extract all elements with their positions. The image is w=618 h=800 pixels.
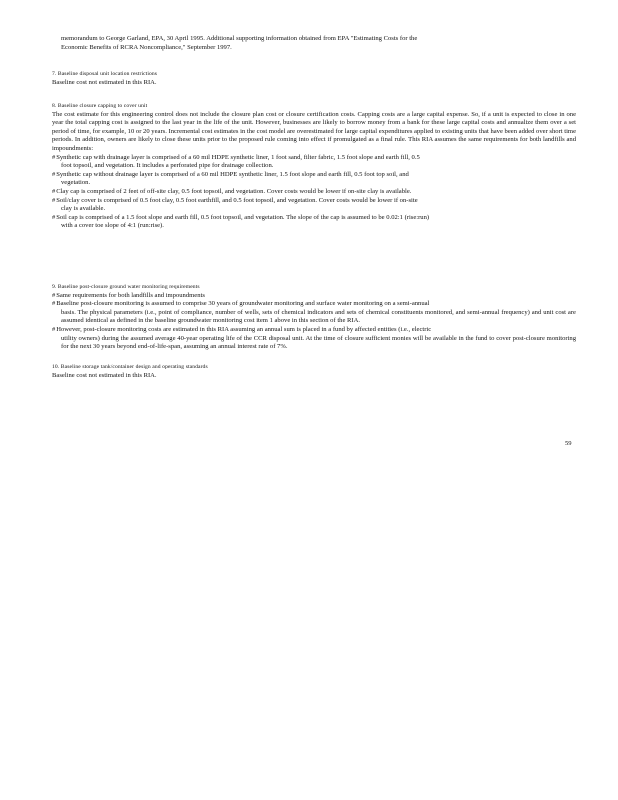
bullet-text: Soil cap is comprised of a 1.5 foot slope and earth fill, 0.5 foot topsoil, and vegetation. The slope of the cap is assumed to be 0.02:1 (rise:run) xyxy=(56,213,430,221)
bullet-marker-icon: # xyxy=(52,291,56,299)
bullet-item xyxy=(52,197,576,214)
intro-line-2: Economic Benefits of RCRA Noncompliance," September 1997. xyxy=(61,43,232,51)
bullet-item xyxy=(52,326,576,352)
bullet-marker-icon: # xyxy=(52,213,56,221)
bullet-marker-icon: # xyxy=(52,153,56,161)
section-7-heading: 7. Baseline disposal unit location restrictions xyxy=(52,71,158,77)
bullet-item xyxy=(52,188,576,197)
bullet-text: Synthetic cap with drainage layer is comprised of a 60 mil HDPE synthetic liner, 1 foot sand, filter fabric, 1.5 foot slope and earth fill, 0.5 xyxy=(56,153,420,161)
bullet-continuation: basis. The physical parameters (i.e., point of compliance, number of wells, sets of chemical indicators and sets of chemical constituents monitored, and semi-annual frequency) and unit cost are assumed identical as defined in the baseline groundwater monitoring cost item 1 above in this section of the RIA. xyxy=(61,308,576,325)
section-10-heading: 10. Baseline storage tank/container design and operating standards xyxy=(52,364,208,370)
bullet-continuation: clay is available. xyxy=(61,205,106,213)
section-7-text: Baseline cost not estimated in this RIA. xyxy=(52,78,157,86)
bullet-continuation: with a cover toe slope of 4:1 (run:rise). xyxy=(61,222,164,230)
section-7 xyxy=(52,70,576,87)
bullet-marker-icon: # xyxy=(52,325,56,333)
bullet-continuation: vegetation. xyxy=(61,179,91,187)
section-10 xyxy=(52,363,576,380)
bullet-item xyxy=(52,171,576,188)
bullet-text: However, post-closure monitoring costs are estimated in this RIA assuming an annual sum is placed in a fund by affected entities (i.e., electric xyxy=(56,325,432,333)
section-8-bullet-list xyxy=(52,154,576,231)
bullet-text: Synthetic cap without drainage layer is comprised of a 60 mil HDPE synthetic liner, 1.5 foot slope and earth fill, 0.5 foot top soil, and xyxy=(56,170,409,178)
bullet-text: Clay cap is comprised of 2 feet of off-site clay, 0.5 foot topsoil, and vegetation. Cover costs would be lower if on-site clay is available. xyxy=(56,187,412,195)
section-8-paragraph: The cost estimate for this engineering control does not include the closure plan cost or closure certification costs. Capping costs are a large capital expense. So, if a unit is expected to close in one year the total capping cost is assigned to the last year in the life of the unit. However, businesses are likely to borrow money from a bank for these large capital costs and annualize them over a set period of time, for example, 10 or 20 years. Incremental cost estimates in the cost model are overestimated for large capital expenditures applied to existing units that have been added over short time periods. In addition, owners are likely to close these units prior to the proposed rule coming into effect if promulgated as a final rule. This RIA assumes the same requirements for both landfills and impoundments: xyxy=(52,110,576,152)
bullet-marker-icon: # xyxy=(52,170,56,178)
section-8-heading: 8. Baseline closure capping to cover unit xyxy=(52,103,148,109)
section-9 xyxy=(52,283,576,352)
bullet-item xyxy=(52,214,576,231)
bullet-marker-icon: # xyxy=(52,187,56,195)
page-number: 59 xyxy=(565,440,572,447)
section-9-heading: 9. Baseline post-closure ground water monitoring requirements xyxy=(52,284,200,290)
bullet-marker-icon: # xyxy=(52,300,56,308)
bullet-text: Same requirements for both landfills and impoundments xyxy=(56,291,205,299)
bullet-continuation: utility owners) during the assumed average 40-year operating life of the CCR disposal unit. At the time of closure sufficient monies will be available in the fund to cover post-closure monitoring for the next 30 years beyond end-of-life-span, assuming an annual interest rate of 7%. xyxy=(61,334,576,351)
bullet-continuation: foot topsoil, and vegetation. It includes a perforated pipe for drainage collection. xyxy=(61,162,274,170)
section-9-bullet-list xyxy=(52,292,576,352)
bullet-item xyxy=(52,154,576,171)
section-8 xyxy=(52,102,576,231)
bullet-text: Baseline post-closure monitoring is assumed to comprise 30 years of groundwater monitoring and surface water monitoring on a semi-annual xyxy=(56,300,430,308)
intro-line-1: memorandum to George Garland, EPA, 30 April 1995. Additional supporting information obtained from EPA "Estimating Costs for the xyxy=(61,35,418,42)
intro-reference xyxy=(52,35,585,52)
bullet-item xyxy=(52,300,576,326)
section-10-text: Baseline cost not estimated in this RIA. xyxy=(52,371,157,379)
bullet-text: Soil/clay cover is comprised of 0.5 foot clay, 0.5 foot earthfill, and 0.5 foot topsoil, and vegetation. Cover costs would be lower if on-site xyxy=(56,196,418,204)
bullet-marker-icon: # xyxy=(52,196,56,204)
bullet-item xyxy=(52,292,576,301)
